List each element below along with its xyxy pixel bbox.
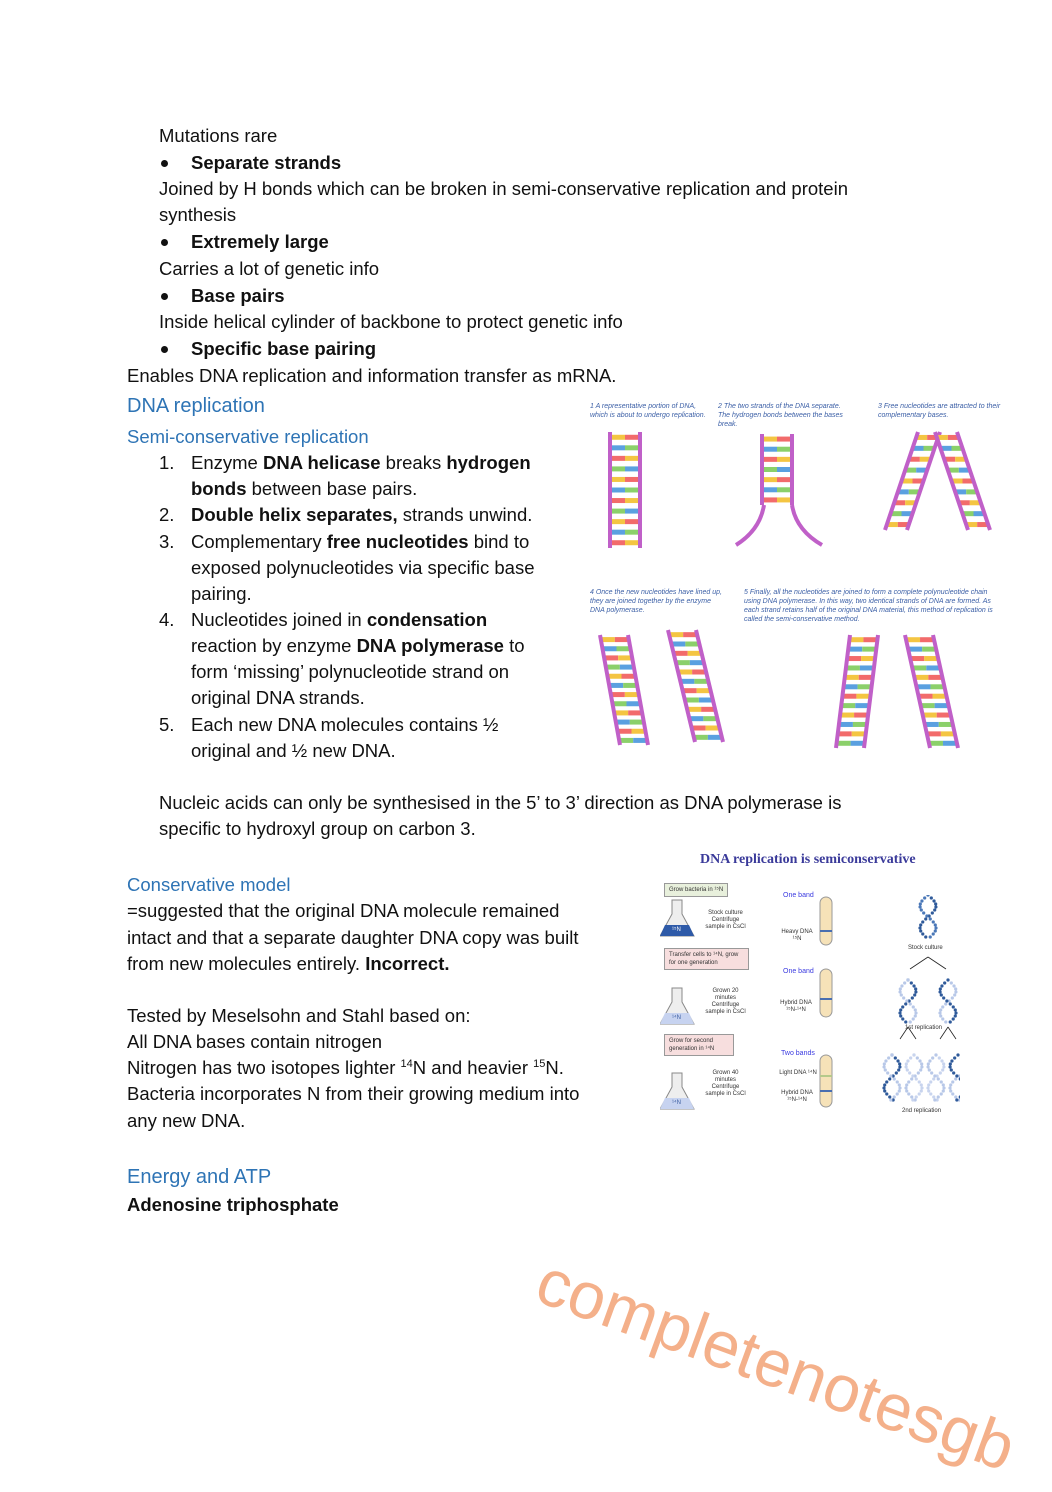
text-line: Nucleic acids can only be synthesised in the 5’ to 3’ direction as DNA polymerase is [159, 792, 842, 813]
band-label: Two bands [781, 1050, 815, 1057]
text-line: any new DNA. [127, 1110, 246, 1131]
text-line: intact and that a separate daughter DNA copy was built [127, 927, 579, 948]
list-item: 4. Nucleotides joined in condensation [159, 609, 488, 630]
figure-caption: 5 Finally, all the nucleotides are joined to form a complete polynucleotide chain using DNA polymerase. In this way, two identical strands of DNA are formed. As each strand retains half of the original DNA material, this method of replication is called the semi-conservative method. [744, 589, 993, 623]
text-line: specific to hydroxyl group on carbon 3. [159, 818, 476, 839]
dna-ladder-icon [610, 432, 640, 548]
flask-label: ¹⁴N [672, 1100, 681, 1106]
test-tube-icon [820, 1055, 832, 1107]
bold-subheading: Adenosine triphosphate [127, 1194, 339, 1215]
text-line: Bacteria incorporates N from their growing medium into [127, 1083, 580, 1104]
text-line: from new molecules entirely. Incorrect. [127, 953, 450, 974]
subheading: Conservative model [127, 874, 291, 895]
list-item-cont: bonds between base pairs. [191, 478, 418, 499]
tube-label: Heavy DNA ¹⁵N [781, 929, 813, 942]
tube-label: Hybrid DNA ¹⁵N-¹⁴N [780, 1000, 812, 1013]
dna-ladder-icon [885, 432, 940, 530]
flask-label: ¹⁵N [672, 927, 681, 933]
bullet-text: Specific base pairing [191, 338, 377, 359]
section-heading: Energy and ATP [127, 1166, 272, 1188]
watermark: completenotesgb [527, 1243, 1026, 1485]
list-item: 1. Enzyme DNA helicase breaks hydrogen [159, 452, 531, 473]
step-box: Grow bacteria in ¹⁵N [664, 883, 728, 897]
list-item-cont: pairing. [191, 583, 252, 604]
dna-helix-icon [882, 895, 960, 1102]
subheading: Semi-conservative replication [127, 426, 369, 447]
figure-title: DNA replication is semiconservative [700, 852, 916, 867]
step-box: Grow for second generation in ¹⁴N [664, 1034, 734, 1056]
bullet-text: Extremely large [191, 231, 329, 252]
band-label: One band [783, 892, 814, 899]
flask-note: Grown 40 minutes Centrifuge sample in CsCl [705, 1070, 746, 1097]
stage-label: Stock culture [908, 945, 943, 951]
list-item-cont: original DNA strands. [191, 687, 365, 708]
tube-label: Hybrid DNA ¹⁵N-¹⁴N [781, 1090, 813, 1103]
dna-ladder-icon [668, 630, 723, 742]
test-tube-icon [820, 969, 832, 1017]
test-tube-icon [820, 897, 832, 945]
figure-caption: 4 Once the new nucleotides have lined up, they are joined together by the enzyme DNA polymerase. [590, 589, 722, 614]
band-label: One band [783, 968, 814, 975]
text-line: synthesis [159, 204, 237, 225]
step-box: Transfer cells to ¹⁴N, grow for one generation [664, 948, 749, 970]
list-item-cont: form ‘missing’ polynucleotide strand on [191, 661, 510, 682]
text-line: Tested by Meselsohn and Stahl based on: [127, 1005, 471, 1026]
bullet-text: Separate strands [191, 152, 342, 173]
dna-ladder-icon [935, 432, 990, 530]
figure-caption: 1 A representative portion of DNA, which is about to undergo replication. [590, 403, 706, 419]
list-item: 2. Double helix separates, strands unwind. [159, 504, 533, 525]
text-line: Enables DNA replication and information transfer as mRNA. [127, 365, 617, 386]
text-line: Carries a lot of genetic info [159, 258, 380, 279]
flask-note: Stock culture Centrifuge sample in CsCl [705, 910, 746, 930]
dna-strand-icon [736, 505, 822, 545]
text-line: Inside helical cylinder of backbone to protect genetic info [159, 311, 623, 332]
stage-label: 1st replication [905, 1025, 943, 1031]
figure-caption: 3 Free nucleotides are attracted to their complementary bases. [878, 403, 1001, 419]
dna-ladder-icon [600, 635, 648, 745]
dna-ladder-icon [762, 434, 792, 505]
text-line: Joined by H bonds which can be broken in semi-conservative replication and protein [159, 178, 848, 199]
text-line: Mutations rare [159, 125, 278, 146]
text-line: =suggested that the original DNA molecule remained [127, 900, 560, 921]
dna-ladder-icon [905, 635, 958, 748]
stage-label: 2nd replication [902, 1108, 942, 1114]
dna-ladder-icon [836, 635, 878, 748]
list-item: 5. Each new DNA molecules contains ½ [159, 714, 499, 735]
flask-label: ¹⁴N [672, 1015, 681, 1021]
list-item-cont: original and ½ new DNA. [191, 740, 396, 761]
section-heading: DNA replication [127, 395, 265, 417]
list-item-cont: exposed polynucleotides via specific base [191, 557, 535, 578]
text-line: All DNA bases contain nitrogen [127, 1031, 383, 1052]
bullet-text: Base pairs [191, 285, 285, 306]
flask-note: Grown 20 minutes Centrifuge sample in CsCl [705, 988, 746, 1015]
tube-label: Light DNA ¹⁴N [779, 1070, 817, 1076]
list-item: 3. Complementary free nucleotides bind to [159, 531, 530, 552]
figure-caption: 2 The two strands of the DNA separate. The hydrogen bonds between the bases break. [718, 403, 843, 428]
list-item-cont: reaction by enzyme DNA polymerase to [191, 635, 525, 656]
text-line: Nitrogen has two isotopes lighter $^{14}$N and heavier $^{15}$N. [127, 1057, 564, 1078]
